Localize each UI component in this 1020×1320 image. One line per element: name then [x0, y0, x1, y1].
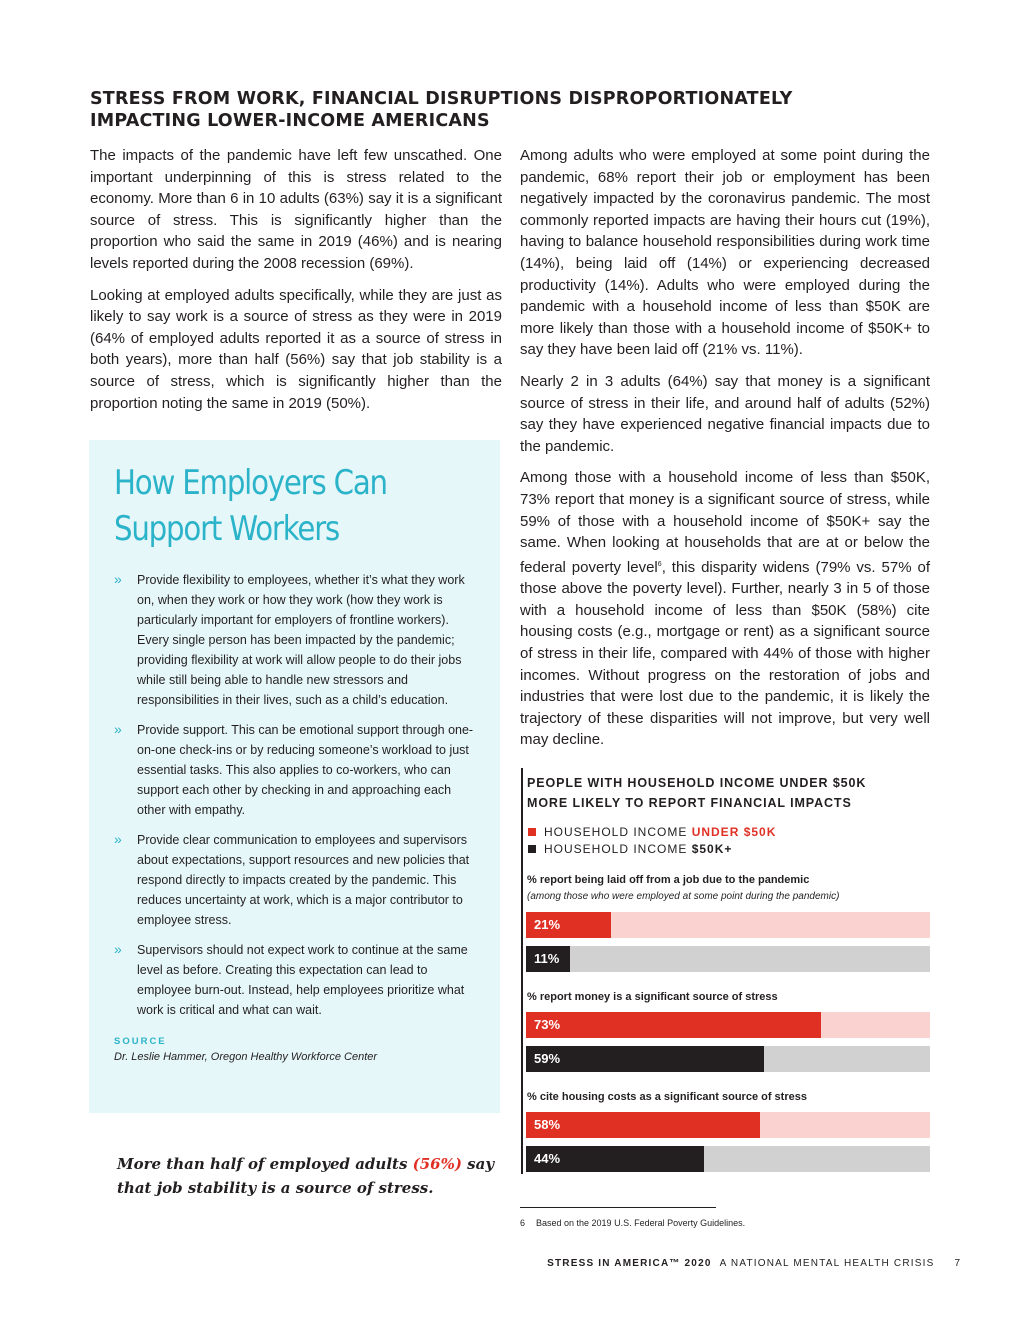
bar-track-housing-over [526, 1146, 930, 1172]
chart-left-rule [521, 768, 523, 1174]
chart-legend [528, 824, 776, 858]
callout-bullet-text: Supervisors should not expect work to continue at the same level as before. Creating this expectation can lead to employee burn-out. Instead, help employees prioritize what work is critical and what can wait. [137, 943, 468, 1017]
right-paragraph-3-before: Among those with a household income of less than $50K, 73% report that money is a significant source of stress, while 59% of those with a household income of $50K+ say the same. When looking at households that are at or below the federal poverty level [520, 469, 930, 576]
question-sublabel-laid-off: (among those who were employed at some point during the pandemic) [527, 891, 840, 902]
legend-swatch-red [528, 828, 536, 836]
pull-quote [117, 1152, 497, 1200]
legend-label-highlight: UNDER $50K [691, 825, 777, 839]
legend-item-under-50k [528, 824, 776, 841]
source-text: Dr. Leslie Hammer, Oregon Healthy Workforce Center [114, 1051, 378, 1063]
page-footer [547, 1258, 960, 1269]
legend-item-50k-plus [528, 841, 776, 858]
legend-label-prefix: HOUSEHOLD INCOME [544, 842, 692, 856]
left-paragraph-2: Looking at employed adults specifically, while they are just as likely to say work is a source of stress as they were in 2019 (64% of employed adults reported it as a source of stress in both years), more than half (56%) say that job stability is a source of stress, which is significantly higher than the proportion noting the same in 2019 (50%). [90, 286, 502, 412]
heading-line-1: STRESS FROM WORK, FINANCIAL DISRUPTIONS DISPROPORTIONATELY [90, 89, 793, 109]
bar-track-laid-off-under [526, 912, 930, 938]
bar-track-money-under [526, 1012, 930, 1038]
callout-bullet [114, 720, 474, 820]
chevron-right-icon: » [114, 571, 122, 587]
bar-track-housing-under [526, 1112, 930, 1138]
pull-quote-after: say that job stability is a source of stress. [117, 1155, 495, 1197]
employer-support-callout [89, 440, 500, 1113]
legend-label-highlight: $50K+ [691, 842, 733, 856]
right-paragraph-3-after: , this disparity widens (79% vs. 57% of those above the poverty level). Further, nearly 3 in 5 of those with a household income of less than $50K (58%) cite housing costs (e.g., mortgage or rent) as a significant source of stress in their life, compared with 44% of those with higher incomes. Without progress on the restoration of jobs and industries that were lost due to the pandemic, it is likely the trajectory of these disparities will not improve, but very well may decline. [520, 558, 930, 749]
callout-bullet [114, 830, 474, 930]
source-label: SOURCE [114, 1036, 167, 1047]
bar-label-laid-off-under: 21% [534, 917, 561, 932]
chevron-right-icon: » [114, 831, 122, 847]
footer-subtitle: A NATIONAL MENTAL HEALTH CRISIS [719, 1258, 935, 1269]
page-heading [90, 88, 810, 132]
question-label-housing: % cite housing costs as a significant source of stress [527, 1091, 807, 1103]
callout-bullet-text: Provide flexibility to employees, whether it’s what they work on, when they work or how they work (how they work is particularly important for employers of frontline workers). Every single person has been impacted by the pandemic; providing flexibility at work will allow people to do their jobs while still being able to handle new stressors and responsibilities in their lives, such as a child’s education. [137, 573, 465, 707]
bar-label-money-over: 59% [534, 1051, 561, 1066]
question-label-laid-off: % report being laid off from a job due to the pandemic [527, 874, 810, 886]
bar-label-laid-off-over: 11% [534, 951, 560, 966]
chart-title-line-2: MORE LIKELY TO REPORT FINANCIAL IMPACTS [527, 796, 852, 810]
legend-label-prefix: HOUSEHOLD INCOME [544, 825, 692, 839]
left-column [90, 145, 502, 424]
callout-bullet-text: Provide support. This can be emotional support through one-on-one check-ins or by reducing someone’s workload to just essential tasks. This also applies to co-workers, who can support each other by checking in and approaching each other with empathy. [137, 723, 474, 817]
bar-label-money-under: 73% [534, 1017, 561, 1032]
footnote-reference[interactable]: 6 [657, 560, 662, 568]
bar-money-under-50k [526, 1012, 821, 1038]
bar-label-housing-under: 58% [534, 1117, 561, 1132]
left-paragraph-1: The impacts of the pandemic have left few unscathed. One important underpinning of this is stress related to the economy. More than 6 in 10 adults (63%) say it is a significant source of stress. This is significantly higher than the proportion who said the same in 2019 (46%) and is nearing levels reported during the 2008 recession (69%). [90, 147, 502, 272]
right-paragraph-2: Nearly 2 in 3 adults (64%) say that money is a significant source of stress in their life, and around half of adults (52%) say they have experienced negative financial impacts due to the pandemic. [520, 372, 930, 455]
bar-track-money-over [526, 1046, 930, 1072]
right-column [520, 145, 930, 761]
heading-line-2: IMPACTING LOWER-INCOME AMERICANS [90, 111, 490, 131]
right-paragraph-3 [520, 467, 930, 751]
footnote [520, 1218, 745, 1228]
pull-quote-highlight: (56%) [412, 1155, 462, 1173]
footnote-divider [520, 1207, 716, 1208]
page-number: 7 [954, 1258, 960, 1269]
callout-bullet-text: Provide clear communication to employees and supervisors about expectations, support resources and new policies that respond directly to impacts created by the pandemic. This reduces uncertainty at work, which is a major contributor to employee stress. [137, 833, 470, 927]
footnote-marker: 6 [520, 1218, 526, 1228]
callout-title: How Employers Can Support Workers [114, 463, 387, 549]
bar-track-laid-off-over [526, 946, 930, 972]
question-label-money: % report money is a significant source of stress [527, 991, 778, 1003]
chart-title-line-1: PEOPLE WITH HOUSEHOLD INCOME UNDER $50K [527, 776, 867, 790]
footnote-text: Based on the 2019 U.S. Federal Poverty Guidelines. [536, 1218, 746, 1228]
pull-quote-before: More than half of employed adults [117, 1155, 413, 1173]
bar-label-housing-over: 44% [534, 1151, 561, 1166]
callout-bullet [114, 570, 474, 710]
legend-swatch-dark [528, 845, 536, 853]
chart-title [527, 773, 927, 813]
chevron-right-icon: » [114, 941, 122, 957]
right-paragraph-1: Among adults who were employed at some point during the pandemic, 68% report their job or employment has been negatively impacted by the coronavirus pandemic. The most commonly reported impacts are having their hours cut (19%), having to balance household responsibilities during work time (14%), being laid off (14%) or experiencing decreased productivity (14%). Adults who were employed during the pandemic with a household income of less than $50K are more likely than those with a household income of $50K+ to say they have been laid off (21% vs. 11%). [520, 147, 930, 359]
callout-bullet [114, 940, 474, 1020]
chevron-right-icon: » [114, 721, 122, 737]
callout-bullet-list [114, 570, 474, 1020]
footer-publication: STRESS IN AMERICA™ 2020 [547, 1258, 712, 1269]
bar-money-50k-plus [526, 1046, 764, 1072]
bar-housing-under-50k [526, 1112, 760, 1138]
